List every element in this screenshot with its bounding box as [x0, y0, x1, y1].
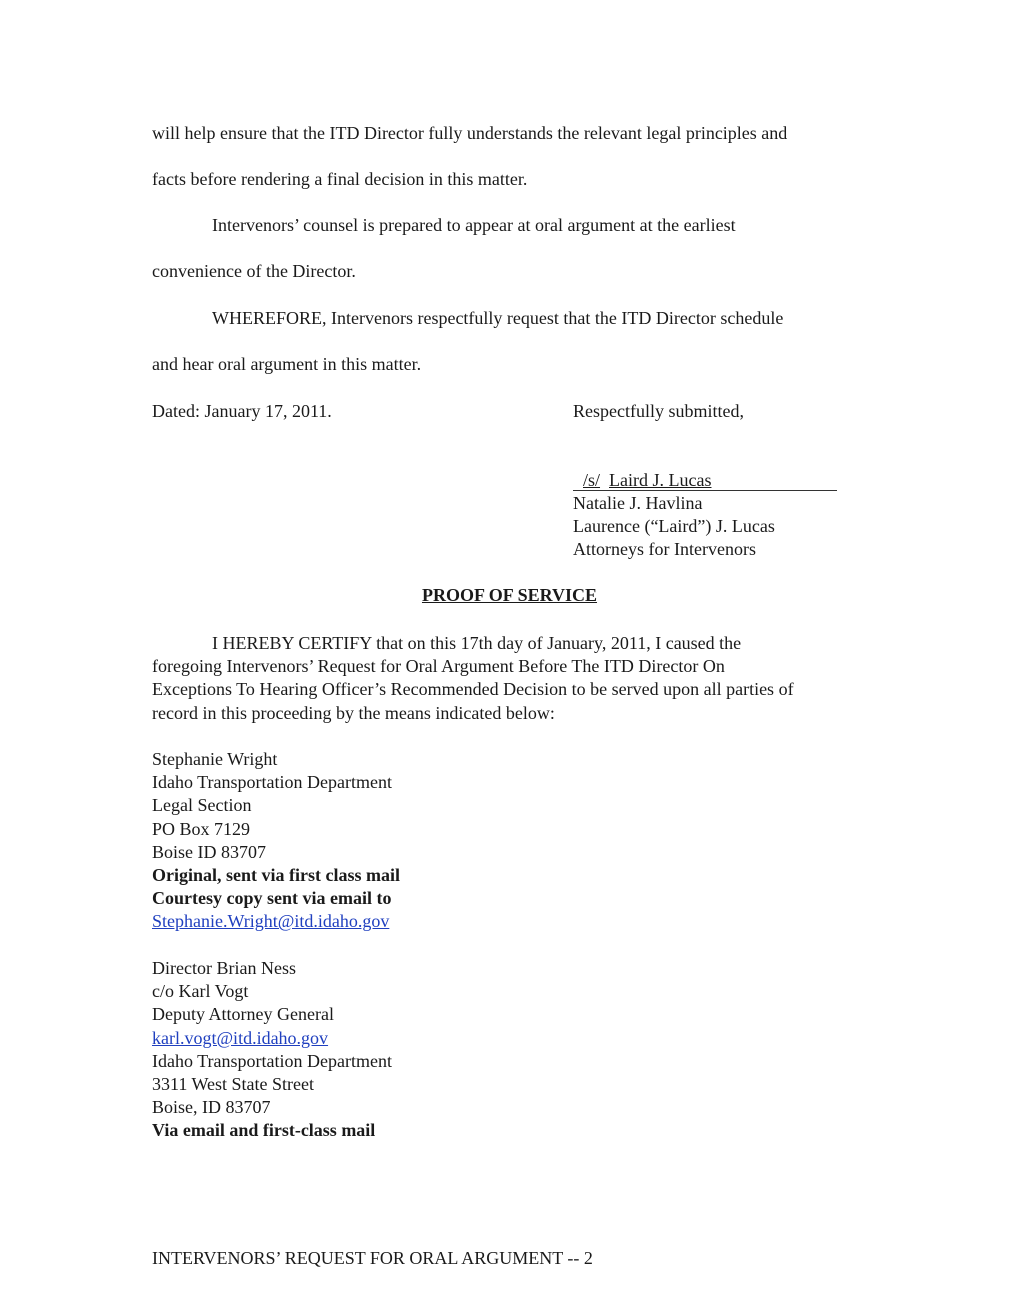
respectfully-submitted: Respectfully submitted, [573, 401, 744, 421]
cert-line3: Exceptions To Hearing Officer’s Recommended Decision to be served upon all parties of [152, 679, 794, 700]
signature-block [573, 492, 775, 562]
proof-of-service-heading: PROOF OF SERVICE [421, 585, 598, 605]
certification-paragraph [152, 632, 872, 725]
recipient1-city: Boise ID 83707 [152, 841, 266, 862]
para3-line2: and hear oral argument in this matter. [152, 354, 422, 374]
attorneys-role: Attorneys for Intervenors [573, 539, 756, 560]
signature-name: Laird J. Lucas [609, 470, 712, 490]
page-footer: INTERVENORS’ REQUEST FOR ORAL ARGUMENT -- 2 [152, 1248, 593, 1268]
body-paragraph-1 [152, 110, 872, 202]
recipient1-method-2: Courtesy copy sent via email to [152, 888, 392, 909]
recipient1-section: Legal Section [152, 795, 252, 816]
recipient2-method: Via email and first-class mail [152, 1120, 376, 1141]
recipient1-method-1: Original, sent via first class mail [152, 865, 400, 886]
cert-line4: record in this proceeding by the means indicated below: [152, 702, 555, 723]
para2-line1: Intervenors’ counsel is prepared to appear at oral argument at the earliest [212, 215, 736, 235]
signature-prefix: /s/ [583, 470, 601, 490]
attorney-2: Laurence (“Laird”) J. Lucas [573, 516, 775, 537]
body-paragraph-2 [152, 202, 872, 294]
recipient2-email-link[interactable]: karl.vogt@itd.idaho.gov [152, 1027, 329, 1048]
recipient-1-block [152, 748, 400, 934]
para1-line2: facts before rendering a final decision in this matter. [152, 169, 528, 189]
recipient2-city: Boise, ID 83707 [152, 1097, 271, 1118]
recipient-2-block [152, 957, 392, 1143]
signature-line [583, 469, 711, 492]
para2-line2: convenience of the Director. [152, 261, 356, 281]
recipient1-org: Idaho Transportation Department [152, 772, 392, 793]
signature-rule [573, 490, 837, 491]
cert-line2: foregoing Intervenors’ Request for Oral Argument Before The ITD Director On [152, 656, 725, 677]
dated-line: Dated: January 17, 2011. [152, 401, 332, 421]
recipient1-pobox: PO Box 7129 [152, 818, 251, 839]
recipient2-co: c/o Karl Vogt [152, 981, 249, 1002]
para1-line1: will help ensure that the ITD Director fully understands the relevant legal principles and [152, 123, 788, 143]
body-paragraph-3 [152, 295, 872, 387]
recipient1-email-link[interactable]: Stephanie.Wright@itd.idaho.gov [152, 911, 390, 932]
recipient2-street: 3311 West State Street [152, 1074, 315, 1095]
attorney-1: Natalie J. Havlina [573, 493, 703, 513]
recipient2-title: Deputy Attorney General [152, 1004, 334, 1025]
recipient1-name: Stephanie Wright [152, 749, 278, 769]
cert-line1: I HEREBY CERTIFY that on this 17th day of January, 2011, I caused the [212, 633, 742, 653]
recipient2-org: Idaho Transportation Department [152, 1050, 392, 1071]
para3-line1: WHEREFORE, Intervenors respectfully request that the ITD Director schedule [212, 308, 784, 328]
recipient2-name: Director Brian Ness [152, 958, 296, 978]
